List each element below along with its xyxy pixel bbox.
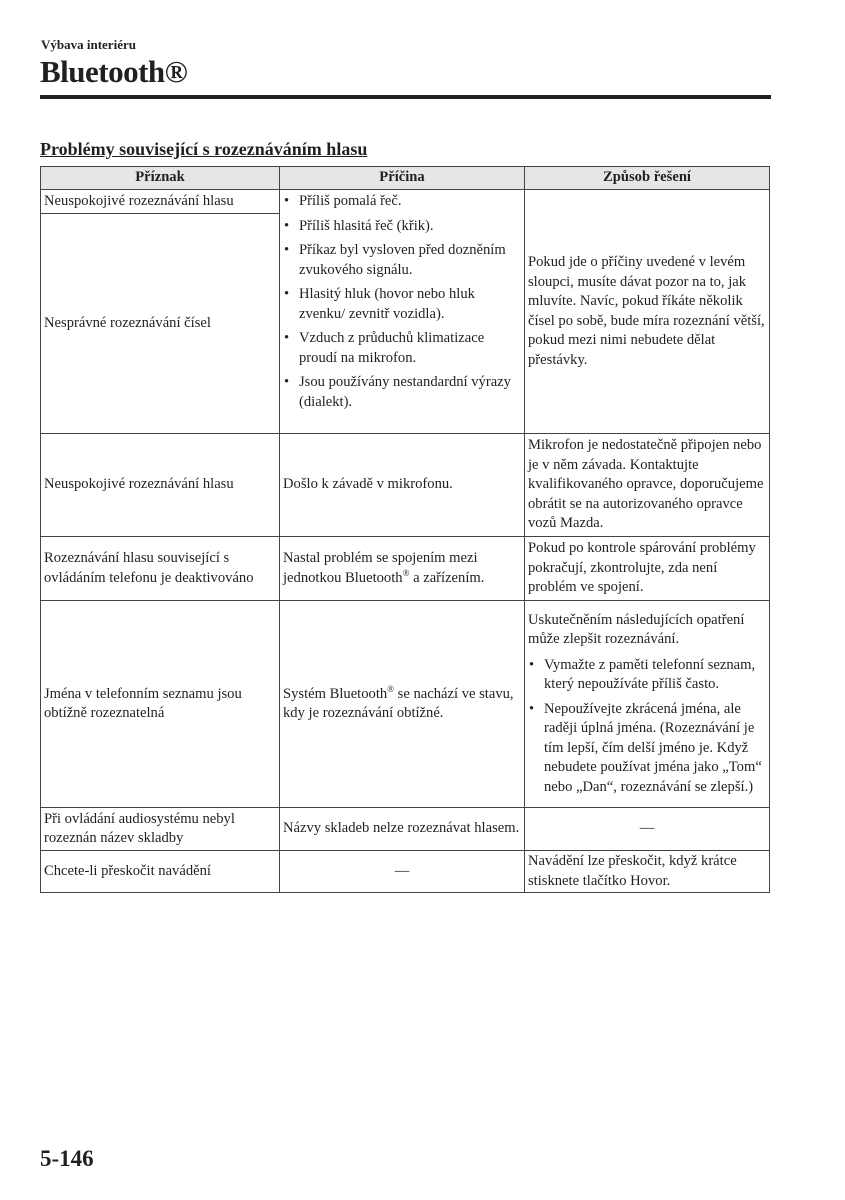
section-label: Výbava interiéru: [41, 37, 136, 52]
troubleshooting-table: [40, 166, 770, 893]
table-row: [41, 190, 770, 214]
table-row: [41, 808, 770, 851]
cause-cell: [280, 190, 525, 434]
table-row: [41, 537, 770, 601]
cause-cell: —: [280, 851, 525, 893]
symptom-cell: Nesprávné rozeznávání čísel: [41, 214, 280, 434]
cause-text: se nachází ve stavu, kdy je rozeznávání obtížné.: [283, 685, 514, 721]
column-header: Příčina: [280, 167, 525, 190]
title-divider: [40, 95, 771, 99]
solution-list: [528, 656, 766, 798]
table-header-row: [41, 167, 770, 190]
page-title: Bluetooth®: [40, 54, 188, 89]
cause-text: Nastal problém se spojením mezi jednotkou Bluetooth: [283, 550, 478, 586]
symptom-cell: Rozeznávání hlasu související s ovládáním telefonu je deaktivováno: [41, 537, 280, 601]
solution-cell: Pokud po kontrole spárování problémy pokračují, zkontrolujte, zda není problém ve spojení.: [525, 537, 770, 601]
solution-cell: Navádění lze přeskočit, když krátce stisknete tlačítko Hovor.: [525, 851, 770, 893]
cause-cell: [280, 601, 525, 808]
column-header: Způsob řešení: [525, 167, 770, 190]
solution-cell: Mikrofon je nedostatečně připojen nebo je v něm závada. Kontaktujte kvalifikovaného opravce, doporučujeme obrátit se na autorizovaného opravce vozů Mazda.: [525, 434, 770, 537]
cause-text: a zařízením.: [409, 569, 485, 586]
list-item: • Vymažte z paměti telefonní seznam, který nepoužíváte příliš často.: [544, 656, 766, 695]
list-item: • Příkaz byl vysloven před dozněním zvukového signálu.: [299, 241, 521, 280]
list-item: • Příliš hlasitá řeč (křik).: [299, 217, 521, 237]
solution-cell: Pokud jde o příčiny uvedené v levém sloupci, musíte dávat pozor na to, jak mluvíte. Navíc, pokud říkáte několik čísel po sobě, bude míra rozeznání větší, pokud mezi nimi nebudete dělat přestávky.: [525, 190, 770, 434]
column-header: Příznak: [41, 167, 280, 190]
registered-mark: ®: [402, 567, 410, 578]
registered-mark: ®: [387, 683, 395, 694]
list-item: • Vzduch z průduchů klimatizace proudí na mikrofon.: [299, 329, 521, 368]
cause-text: Systém Bluetooth: [283, 685, 388, 702]
solution-intro: Uskutečněním následujících opatření může zlepšit rozeznávání.: [528, 611, 745, 648]
list-item: • Nepoužívejte zkrácená jména, ale raději úplná jména. (Rozeznávání je tím lepší, čím delší jméno je. Když nebudete používat jména jako „Tom“ nebo „Dan“, rozeznávání se zlepší.): [544, 700, 766, 798]
symptom-cell: Při ovládání audiosystému nebyl rozeznán název skladby: [41, 808, 280, 851]
cause-cell: Názvy skladeb nelze rozeznávat hlasem.: [280, 808, 525, 851]
table-row: [41, 601, 770, 808]
solution-cell: [525, 601, 770, 808]
symptom-cell: Chcete-li přeskočit navádění: [41, 851, 280, 893]
page-number: 5-146: [40, 1146, 94, 1171]
list-item: • Hlasitý hluk (hovor nebo hluk zvenku/ zevnitř vozidla).: [299, 285, 521, 324]
symptom-cell: Neuspokojivé rozeznávání hlasu: [41, 190, 280, 214]
list-item: • Příliš pomalá řeč.: [299, 192, 521, 212]
cause-cell: Došlo k závadě v mikrofonu.: [280, 434, 525, 537]
solution-cell: —: [525, 808, 770, 851]
cause-list: [283, 192, 521, 412]
cause-cell: [280, 537, 525, 601]
table-row: [41, 851, 770, 893]
subheading: Problémy související s rozeznáváním hlasu: [40, 139, 368, 159]
table-row: [41, 434, 770, 537]
symptom-cell: Jména v telefonním seznamu jsou obtížně rozeznatelná: [41, 601, 280, 808]
list-item: • Jsou používány nestandardní výrazy (dialekt).: [299, 373, 521, 412]
symptom-cell: Neuspokojivé rozeznávání hlasu: [41, 434, 280, 537]
